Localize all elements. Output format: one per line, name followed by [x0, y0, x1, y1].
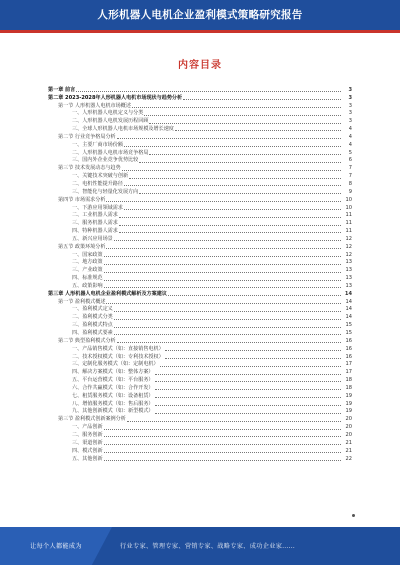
toc-entry-page: 14 [345, 306, 352, 313]
toc-leader-dots [155, 389, 341, 390]
toc-leader-dots [165, 350, 341, 351]
page-footer [0, 527, 400, 565]
toc-entry[interactable] [48, 94, 352, 102]
toc-entry-label: 第四节 市场需求分析 [58, 196, 106, 203]
toc-entry[interactable] [48, 133, 352, 141]
toc-entry-label: 四、盈利模式要素 [72, 330, 113, 336]
toc-entry[interactable] [48, 157, 352, 165]
toc-entry-label: 二、电机性能提升路径 [72, 180, 123, 187]
toc-entry[interactable] [48, 212, 352, 220]
toc-entry[interactable] [48, 384, 352, 392]
toc-entry[interactable] [48, 376, 352, 384]
toc-entry[interactable] [48, 400, 352, 408]
toc-entry[interactable] [48, 290, 352, 298]
toc-entry-page: 16 [345, 353, 352, 360]
toc-entry-page: 14 [345, 298, 352, 305]
toc-leader-dots [119, 217, 341, 218]
toc-entry[interactable] [48, 259, 352, 267]
toc-leader-dots [104, 452, 341, 453]
toc-entry[interactable] [48, 313, 352, 321]
toc-leader-dots [144, 115, 341, 116]
toc-entry-page: 20 [345, 424, 352, 431]
toc-entry-label: 八、增值服务模式（如：售后服务） [72, 400, 154, 407]
toc-entry-page: 11 [345, 212, 352, 219]
toc-entry-page: 14 [345, 314, 352, 321]
toc-entry-page: 20 [345, 416, 352, 423]
toc-entry-label: 一、产品销售模式（如：直接销售电机） [72, 345, 164, 352]
toc-entry-page: 3 [348, 118, 352, 125]
toc-heading: 内容目录 [178, 60, 222, 71]
toc-leader-dots [117, 342, 341, 343]
toc-entry[interactable] [48, 266, 352, 274]
toc-leader-dots [175, 130, 341, 131]
toc-entry-label: 三、服务机器人需求 [72, 220, 118, 227]
toc-leader-dots [124, 185, 341, 186]
toc-leader-dots [104, 444, 341, 445]
toc-entry-page: 14 [344, 290, 352, 297]
toc-leader-dots [119, 225, 341, 226]
toc-entry[interactable] [48, 196, 352, 204]
toc-entry-label: 五、平台运营模式（如：平台服务） [72, 377, 154, 384]
toc-leader-dots [114, 311, 341, 312]
toc-entry-label: 二、服务创新 [72, 431, 103, 438]
toc-leader-dots [139, 193, 341, 194]
toc-leader-dots [117, 138, 341, 139]
toc-entry-page: 21 [345, 439, 352, 446]
toc-entry[interactable] [48, 329, 352, 337]
toc-entry-label: 第二节 行业竞争格局分析 [58, 133, 116, 140]
toc-leader-dots [104, 287, 341, 288]
toc-leader-dots [149, 123, 341, 124]
toc-leader-dots [104, 280, 341, 281]
toc-entry-label: 六、合作共赢模式（如：合作开发） [72, 384, 154, 391]
toc-leader-dots [129, 178, 341, 179]
toc-entry-page: 18 [345, 384, 352, 391]
toc-entry-label: 一、人形机器人电机定义与分类 [72, 110, 144, 117]
toc-leader-dots [106, 303, 341, 304]
toc-entry-label: 第二节 典型盈利模式分析 [58, 337, 116, 344]
toc-entry[interactable] [48, 188, 352, 196]
toc-leader-dots [124, 209, 341, 210]
toc-leader-dots [168, 295, 341, 296]
toc-entry-page: 19 [345, 392, 352, 399]
toc-entry-label: 第三章 人形机器人电机企业盈利模式解析及方案建议 [48, 290, 167, 297]
page-header [0, 0, 400, 30]
toc-entry-label: 三、智能化与轻量化发展方向 [72, 188, 139, 195]
toc-leader-dots [149, 154, 341, 155]
toc-leader-dots [76, 91, 341, 92]
toc-entry[interactable] [48, 282, 352, 290]
toc-entry-label: 一、下游应用领域需求 [72, 204, 123, 211]
toc-leader-dots [119, 232, 341, 233]
toc-entry-page: 13 [345, 275, 352, 282]
toc-entry-label: 第一章 前言 [48, 86, 76, 93]
toc-entry-label: 二、人形机器人电机市场竞争格局 [72, 149, 149, 156]
toc-entry-label: 三、国内外企业竞争优势比较 [72, 157, 139, 164]
toc-entry[interactable] [48, 219, 352, 227]
toc-entry-label: 五、其他创新 [72, 455, 103, 462]
toc-entry-page: 17 [345, 361, 352, 368]
toc-entry-page: 12 [345, 251, 352, 258]
toc-entry[interactable] [48, 274, 352, 282]
toc-entry-page: 3 [348, 94, 352, 101]
toc-entry[interactable] [48, 149, 352, 157]
toc-entry[interactable] [48, 227, 352, 235]
toc-entry-label: 第五节 政策环境分析 [58, 243, 106, 250]
toc-entry-label: 二、人形机器人电机发展历程回顾 [72, 118, 149, 125]
toc-entry-label: 第一节 人形机器人电机市场概述 [58, 102, 131, 109]
toc-entry[interactable] [48, 408, 352, 416]
toc-entry-page: 22 [345, 455, 352, 462]
header-accent-line [0, 30, 400, 33]
toc-entry-page: 12 [345, 243, 352, 250]
toc-entry-page: 16 [345, 337, 352, 344]
toc-entry-page: 7 [348, 165, 352, 172]
toc-entry-page: 11 [345, 220, 352, 227]
toc-entry-label: 五、政策影响 [72, 282, 103, 289]
toc-entry-label: 三、盈利模式特点 [72, 322, 113, 329]
toc-leader-dots [104, 264, 341, 265]
toc-entry-label: 一、国家政策 [72, 251, 103, 258]
toc-leader-dots [155, 413, 341, 414]
toc-entry[interactable] [48, 431, 352, 439]
toc-entry-label: 四、模式创新 [72, 447, 103, 454]
toc-entry[interactable] [48, 204, 352, 212]
toc-leader-dots [155, 374, 341, 375]
toc-entry[interactable] [48, 102, 352, 110]
toc-leader-dots [104, 256, 341, 257]
toc-entry[interactable] [48, 243, 352, 251]
toc-entry-page: 20 [345, 431, 352, 438]
toc-leader-dots [165, 358, 341, 359]
toc-entry-label: 四、特种机器人需求 [72, 228, 118, 235]
toc-entry[interactable] [48, 361, 352, 369]
toc-entry[interactable] [48, 415, 352, 423]
toc-leader-dots [104, 460, 341, 461]
toc-entry[interactable] [48, 125, 352, 133]
toc-entry-page: 18 [345, 377, 352, 384]
toc-entry-page: 5 [348, 149, 352, 156]
toc-leader-dots [155, 405, 341, 406]
toc-entry-page: 10 [345, 196, 352, 203]
toc-entry-page: 13 [345, 267, 352, 274]
toc-leader-dots [183, 99, 341, 100]
toc-entry-page: 17 [345, 369, 352, 376]
toc-entry[interactable] [48, 353, 352, 361]
toc-entry-label: 一、关键技术突破与创新 [72, 173, 129, 180]
toc-leader-dots [104, 429, 341, 430]
toc-leader-dots [114, 319, 341, 320]
toc-entry-page: 11 [345, 228, 352, 235]
toc-entry-label: 三、全球人形机器人电机市场规模及增长速度 [72, 126, 174, 133]
toc-leader-dots [114, 240, 341, 241]
toc-entry-page: 7 [348, 173, 352, 180]
toc-entry-page: 3 [348, 86, 352, 93]
toc-entry-label: 二、工业机器人需求 [72, 212, 118, 219]
toc-entry[interactable] [48, 392, 352, 400]
toc-entry[interactable] [48, 110, 352, 118]
toc-entry-label: 四、解决方案模式（如：整体方案） [72, 369, 154, 376]
toc-entry-page: 19 [345, 400, 352, 407]
footer-slogan-right: 行业专家、管理专家、营销专家、战略专家、成功企业家…… [120, 543, 296, 550]
toc-leader-dots [155, 397, 341, 398]
toc-entry-page: 13 [345, 259, 352, 266]
toc-entry-page: 16 [345, 345, 352, 352]
toc-entry-label: 九、其他创新模式（如：新型模式） [72, 408, 154, 415]
toc-entry-page: 4 [348, 126, 352, 133]
toc-entry-page: 10 [345, 204, 352, 211]
toc-entry-label: 三、产业政策 [72, 267, 103, 274]
toc-entry[interactable] [48, 345, 352, 353]
toc-entry-label: 二、地方政策 [72, 259, 103, 266]
toc-entry-label: 第一节 盈利模式概述 [58, 298, 106, 305]
toc-leader-dots [104, 272, 341, 273]
toc-leader-dots [122, 170, 341, 171]
toc-entry[interactable] [48, 164, 352, 172]
footer-slogan-left: 让每个人都能成为 [30, 543, 82, 550]
toc-entry[interactable] [48, 180, 352, 188]
toc-entry-label: 第三节 技术发展动态与趋势 [58, 165, 121, 172]
toc-leader-dots [114, 327, 341, 328]
toc-entry-page: 8 [348, 180, 352, 187]
toc-entry-label: 二、盈利模式分类 [72, 314, 113, 321]
toc-entry-label: 一、盈利模式定义 [72, 306, 113, 313]
page-marker [352, 514, 355, 517]
toc-entry-page: 4 [348, 141, 352, 148]
toc-entry[interactable] [48, 439, 352, 447]
toc-entry-label: 三、定制化服务模式（如：定制电机） [72, 361, 159, 368]
toc-entry-page: 19 [345, 408, 352, 415]
toc-leader-dots [114, 334, 341, 335]
toc-entry-page: 15 [345, 330, 352, 336]
toc-leader-dots [155, 381, 341, 382]
toc-entry[interactable] [48, 368, 352, 376]
toc-entry-label: 第三节 盈利模式创新案例分析 [58, 416, 126, 423]
toc-entry-label: 五、新兴应用场景 [72, 235, 113, 242]
toc-entry[interactable] [48, 321, 352, 329]
toc-leader-dots [106, 248, 341, 249]
toc-entry[interactable] [48, 86, 352, 94]
toc-leader-dots [127, 421, 341, 422]
toc-entry-page: 21 [345, 447, 352, 454]
toc-entry-label: 七、租赁服务模式（如：设备租赁） [72, 392, 154, 399]
toc-entry-label: 四、标准规范 [72, 275, 103, 282]
toc-leader-dots [124, 146, 341, 147]
toc-entry-page: 15 [345, 322, 352, 329]
report-title: 人形机器人电机企业盈利模式策略研究报告 [97, 9, 303, 21]
toc-entry[interactable] [48, 306, 352, 314]
toc-entry-page: 9 [348, 188, 352, 195]
toc-entry-label: 一、产品创新 [72, 424, 103, 431]
toc-entry[interactable] [48, 298, 352, 306]
toc-entry[interactable] [48, 117, 352, 125]
toc-entry-label: 二、技术授权模式（如：专利技术授权） [72, 353, 164, 360]
table-of-contents [48, 86, 352, 463]
toc-entry-page: 6 [348, 157, 352, 164]
toc-leader-dots [104, 436, 341, 437]
toc-entry[interactable] [48, 141, 352, 149]
toc-entry-label: 第二章 2023-2028年人形机器人电机市场现状与趋势分析 [48, 94, 183, 101]
toc-leader-dots [106, 201, 341, 202]
toc-entry[interactable] [48, 337, 352, 345]
toc-entry-label: 一、主要厂商市场份额 [72, 141, 123, 148]
toc-entry[interactable] [48, 251, 352, 259]
toc-entry-page: 3 [348, 110, 352, 117]
toc-entry[interactable] [48, 423, 352, 431]
toc-entry[interactable] [48, 447, 352, 455]
toc-leader-dots [139, 162, 341, 163]
toc-entry[interactable] [48, 172, 352, 180]
toc-entry-page: 13 [345, 282, 352, 289]
toc-entry[interactable] [48, 455, 352, 463]
toc-entry[interactable] [48, 235, 352, 243]
toc-leader-dots [132, 107, 341, 108]
toc-entry-page: 3 [348, 102, 352, 109]
toc-entry-label: 三、渠道创新 [72, 439, 103, 446]
toc-leader-dots [160, 366, 341, 367]
toc-entry-page: 12 [345, 235, 352, 242]
toc-entry-page: 4 [348, 133, 352, 140]
